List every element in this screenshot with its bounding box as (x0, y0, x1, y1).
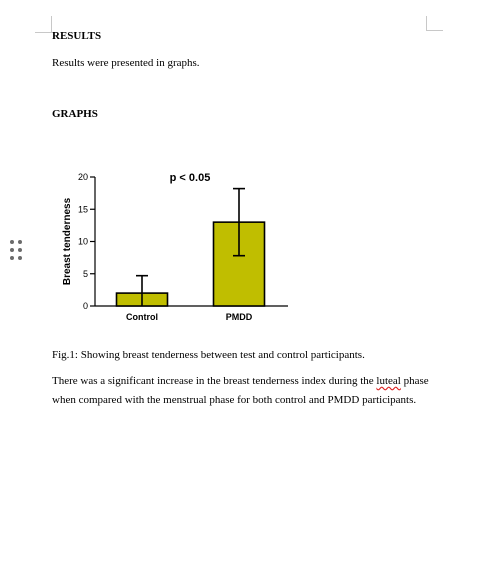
paragraph-text-start: There was a significant increase in the breast tenderness index during the (52, 375, 377, 387)
spellcheck-flagged-word[interactable]: luteal (376, 375, 401, 387)
results-text: Results were presented in graphs. (52, 57, 200, 69)
y-axis-label: Breast tenderness (62, 197, 73, 286)
y-tick-label: 5 (82, 268, 88, 279)
y-tick-label: 0 (82, 301, 88, 311)
drag-handle-icon[interactable] (10, 240, 26, 264)
margin-corner-top-left (35, 16, 52, 33)
y-tick-label: 15 (77, 204, 88, 215)
graphs-heading: GRAPHS (52, 108, 98, 120)
paragraph-line-2: when compared with the menstrual phase for both control and PMDD participants. (52, 394, 417, 406)
significance-annotation: p < 0.05 (169, 172, 211, 184)
y-tick-label: 20 (77, 172, 88, 182)
margin-corner-top-right (426, 16, 443, 31)
x-tick-label: Control (126, 312, 158, 322)
x-tick-label: PMDD (225, 312, 253, 322)
results-heading: RESULTS (52, 30, 102, 42)
y-tick-label: 10 (77, 236, 88, 247)
breast-tenderness-chart (55, 166, 295, 331)
paragraph-text-end: phase (400, 375, 429, 387)
paragraph-line-1 (52, 374, 429, 389)
figure-caption: Fig.1: Showing breast tenderness between test and control participants. (52, 349, 365, 361)
